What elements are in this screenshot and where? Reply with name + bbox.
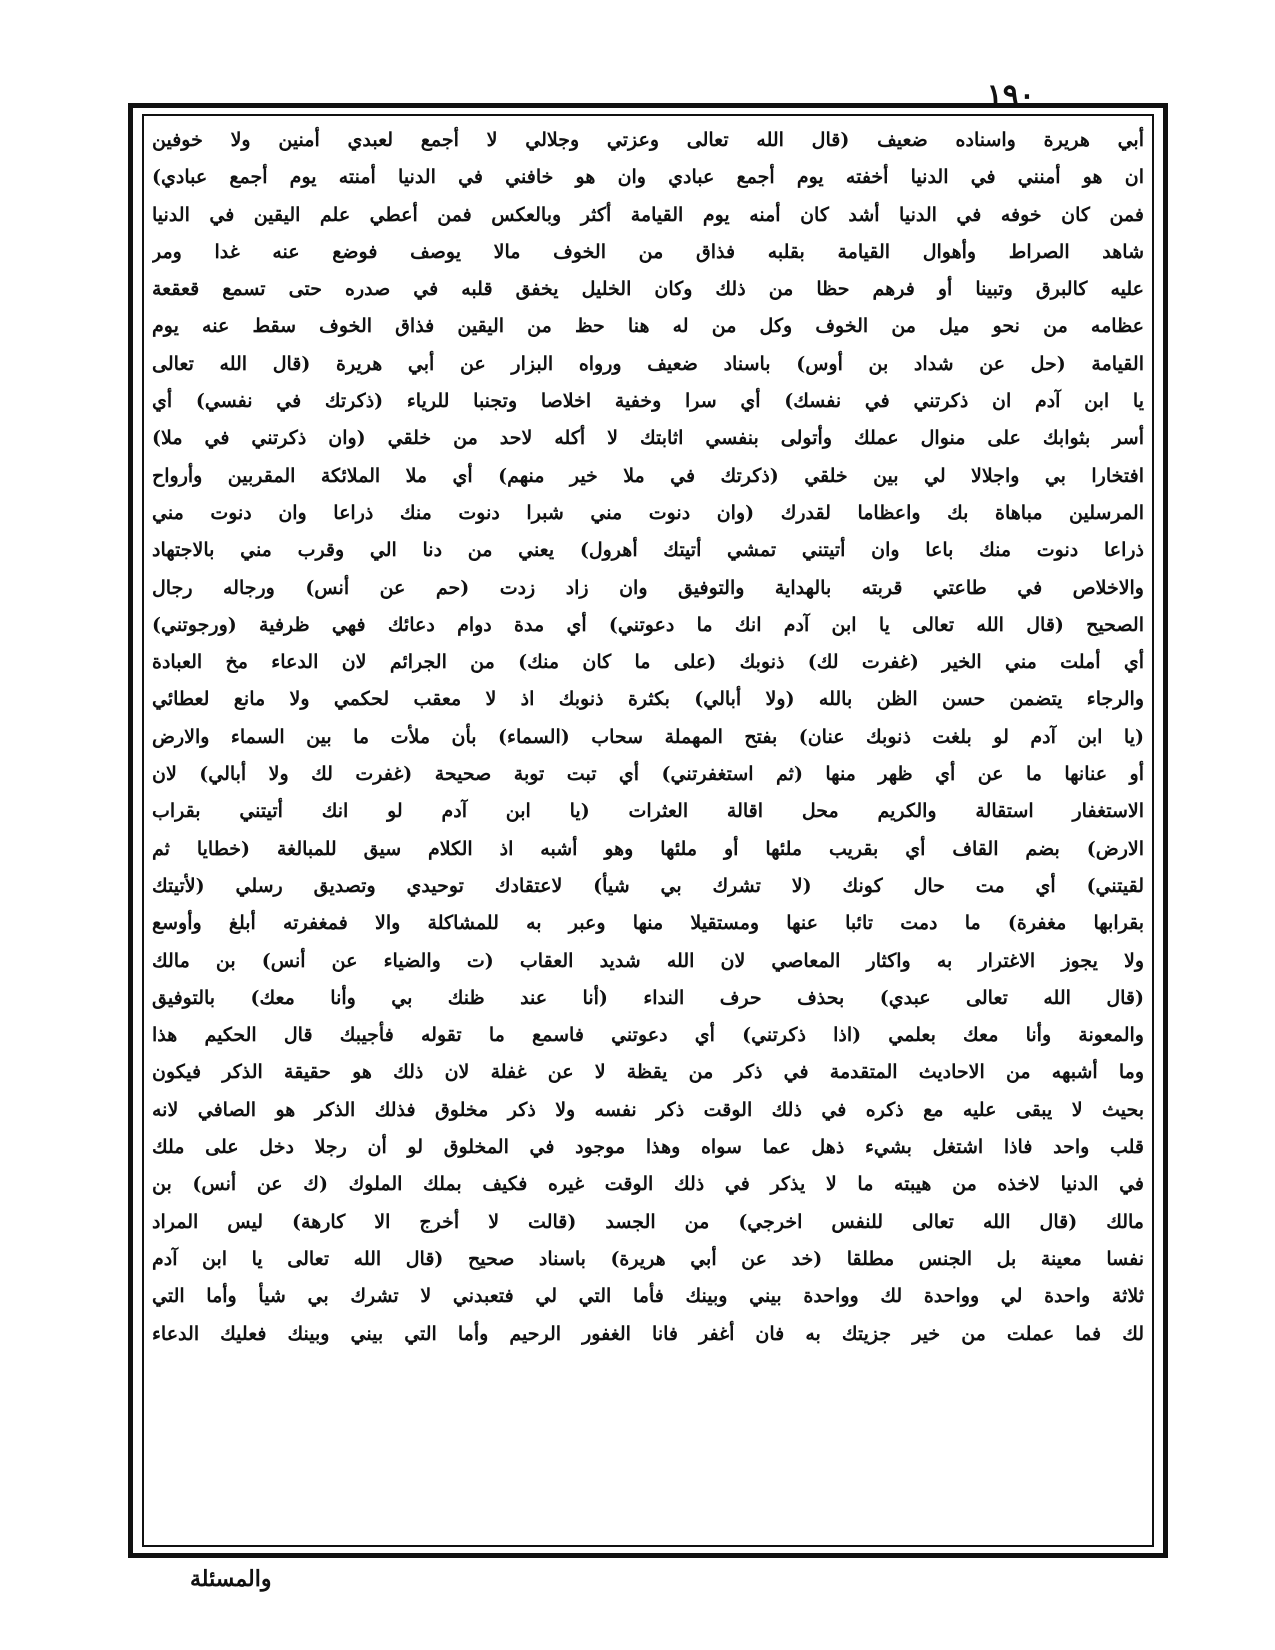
text-line: ان هو أمنني في الدنيا أخفته يوم أجمع عبادي وان هو خافني في الدنيا أمنته يوم أجمع عبادي): [152, 166, 1144, 189]
text-line: وما أشبهه من الاحاديث المتقدمة في ذكر من يقظة لا عن غفلة لان ذلك هو حقيقة الذكر فيكون: [152, 1061, 1144, 1084]
text-line: ولا يجوز الاغترار به واكثار المعاصي لان الله شديد العقاب (ت والضياء عن أنس) بن مالك: [152, 949, 1144, 972]
text-line: عظامه من نحو ميل من الخوف وكل من له هنا حظ من اليقين فذاق الخوف سقط عنه يوم: [152, 315, 1144, 338]
text-line: نفسا معينة بل الجنس مطلقا (خد عن أبي هريرة) باسناد صحيح (قال الله تعالى يا ابن آدم: [152, 1247, 1144, 1270]
text-line: والرجاء يتضمن حسن الظن بالله (ولا أبالي) بكثرة ذنوبك اذ لا معقب لحكمي ولا مانع لعطائي: [152, 688, 1144, 711]
text-line: بحيث لا يبقى عليه مع ذكره في ذلك الوقت ذكر نفسه ولا ذكر مخلوق فذلك الذكر هو الصافي لانه: [152, 1098, 1144, 1121]
text-line: والمعونة وأنا معك بعلمي (اذا ذكرتني) أي دعوتني فاسمع ما تقوله فأجيبك قال الحكيم هذا: [152, 1024, 1144, 1047]
text-line: ذراعا دنوت منك باعا وان أتيتني تمشي أتيتك أهرول) يعني من دنا الي وقرب مني بالاجتهاد: [152, 539, 1144, 562]
text-line: أو عنانها ما عن أي ظهر منها (ثم استغفرتني) أي تبت توبة صحيحة (غفرت لك ولا أبالي) لان: [152, 763, 1144, 786]
text-line: ثلاثة واحدة لي وواحدة لك وواحدة بيني وبينك فأما التي لي فتعبدني لا تشرك بي شيأ وأما التي: [152, 1285, 1144, 1308]
text-line: (قال الله تعالى عبدي) بحذف حرف النداء (أنا عند ظنك بي وأنا معك) بالتوفيق: [152, 986, 1144, 1009]
text-line: افتخارا بي واجلالا لي بين خلقي (ذكرتك في ملا خير منهم) أي ملا الملائكة المقربين وأرواح: [152, 464, 1144, 487]
text-line: (يا ابن آدم لو بلغت ذنوبك عنان) بفتح المهملة سحاب (السماء) بأن ملأت ما بين السماء والارض: [152, 725, 1144, 748]
text-line: فمن كان خوفه في الدنيا أشد كان أمنه يوم القيامة أكثر وبالعكس فمن أعطي علم اليقين في الدنيا: [152, 203, 1144, 226]
text-body: [152, 122, 1144, 1542]
text-line: أسر بثوابك على منوال عملك وأتولى بنفسي اثابتك لا أكله لاحد من خلقي (وان ذكرتني في ملا): [152, 427, 1144, 450]
text-line: مالك (قال الله تعالى للنفس اخرجي) من الجسد (قالت لا أخرج الا كارهة) ليس المراد: [152, 1210, 1144, 1233]
text-line: بقرابها مغفرة) ما دمت تائبا عنها ومستقيلا منها وعبر به للمشاكلة والا فمغفرته أبلغ وأوسع: [152, 912, 1144, 935]
text-line: الاستغفار استقالة والكريم محل اقالة العثرات (يا ابن آدم لو انك أتيتني بقراب: [152, 800, 1144, 823]
text-line: عليه كالبرق وتبينا أو فرهم حظا من ذلك وكان الخليل يخفق قلبه في صدره حتى تسمع قعقعة: [152, 278, 1144, 301]
text-line: أبي هريرة واسناده ضعيف (قال الله تعالى وعزتي وجلالي لا أجمع لعبدي أمنين ولا خوفين: [152, 129, 1144, 151]
text-line: المرسلين مباهاة بك واعظاما لقدرك (وان دنوت مني شبرا دنوت منك ذراعا وان دنوت مني: [152, 501, 1144, 524]
text-line: لقيتني) أي مت حال كونك (لا تشرك بي شيأ) لاعتقادك توحيدي وتصديق رسلي (لأتيتك: [152, 874, 1144, 897]
text-line: الصحيح (قال الله تعالى يا ابن آدم انك ما دعوتني) أي مدة دوام دعائك فهي ظرفية (ورجوتني): [152, 613, 1144, 636]
text-line: قلب واحد فاذا اشتغل بشيء ذهل عما سواه وهذا موجود في المخلوق لو أن رجلا دخل على ملك: [152, 1136, 1144, 1159]
text-line: والاخلاص في طاعتي قربته بالهداية والتوفيق وان زاد زدت (حم عن أنس) ورجاله رجال: [152, 576, 1144, 599]
text-line: في الدنيا لاخذه من هيبته ما لا يذكر في ذلك الوقت غيره فكيف بملك الملوك (ك عن أنس) بن: [152, 1173, 1144, 1196]
text-line: القيامة (حل عن شداد بن أوس) باسناد ضعيف ورواه البزار عن أبي هريرة (قال الله تعالى: [152, 352, 1144, 375]
text-line: لك فما عملت من خير جزيتك به فان أغفر فانا الغفور الرحيم وأما التي بيني وبينك فعليك الدعاء: [152, 1322, 1144, 1345]
page-number: ١٩٠: [986, 78, 1035, 113]
catchword: والمسئلة: [190, 1566, 272, 1592]
text-line: شاهد الصراط وأهوال القيامة بقلبه فذاق من الخوف مالا يوصف فوضع عنه غدا ومر: [152, 240, 1144, 263]
text-line: يا ابن آدم ان ذكرتني في نفسك) أي سرا وخفية اخلاصا وتجنبا للرياء (ذكرتك في نفسي) أي: [152, 390, 1144, 413]
text-line: الارض) بضم القاف أي بقريب ملئها أو ملئها وهو أشبه اذ الكلام سيق للمبالغة (خطايا ثم: [152, 837, 1144, 860]
text-line: أي أملت مني الخير (غفرت لك) ذنوبك (على ما كان منك) من الجرائم لان الدعاء مخ العبادة: [152, 651, 1144, 674]
